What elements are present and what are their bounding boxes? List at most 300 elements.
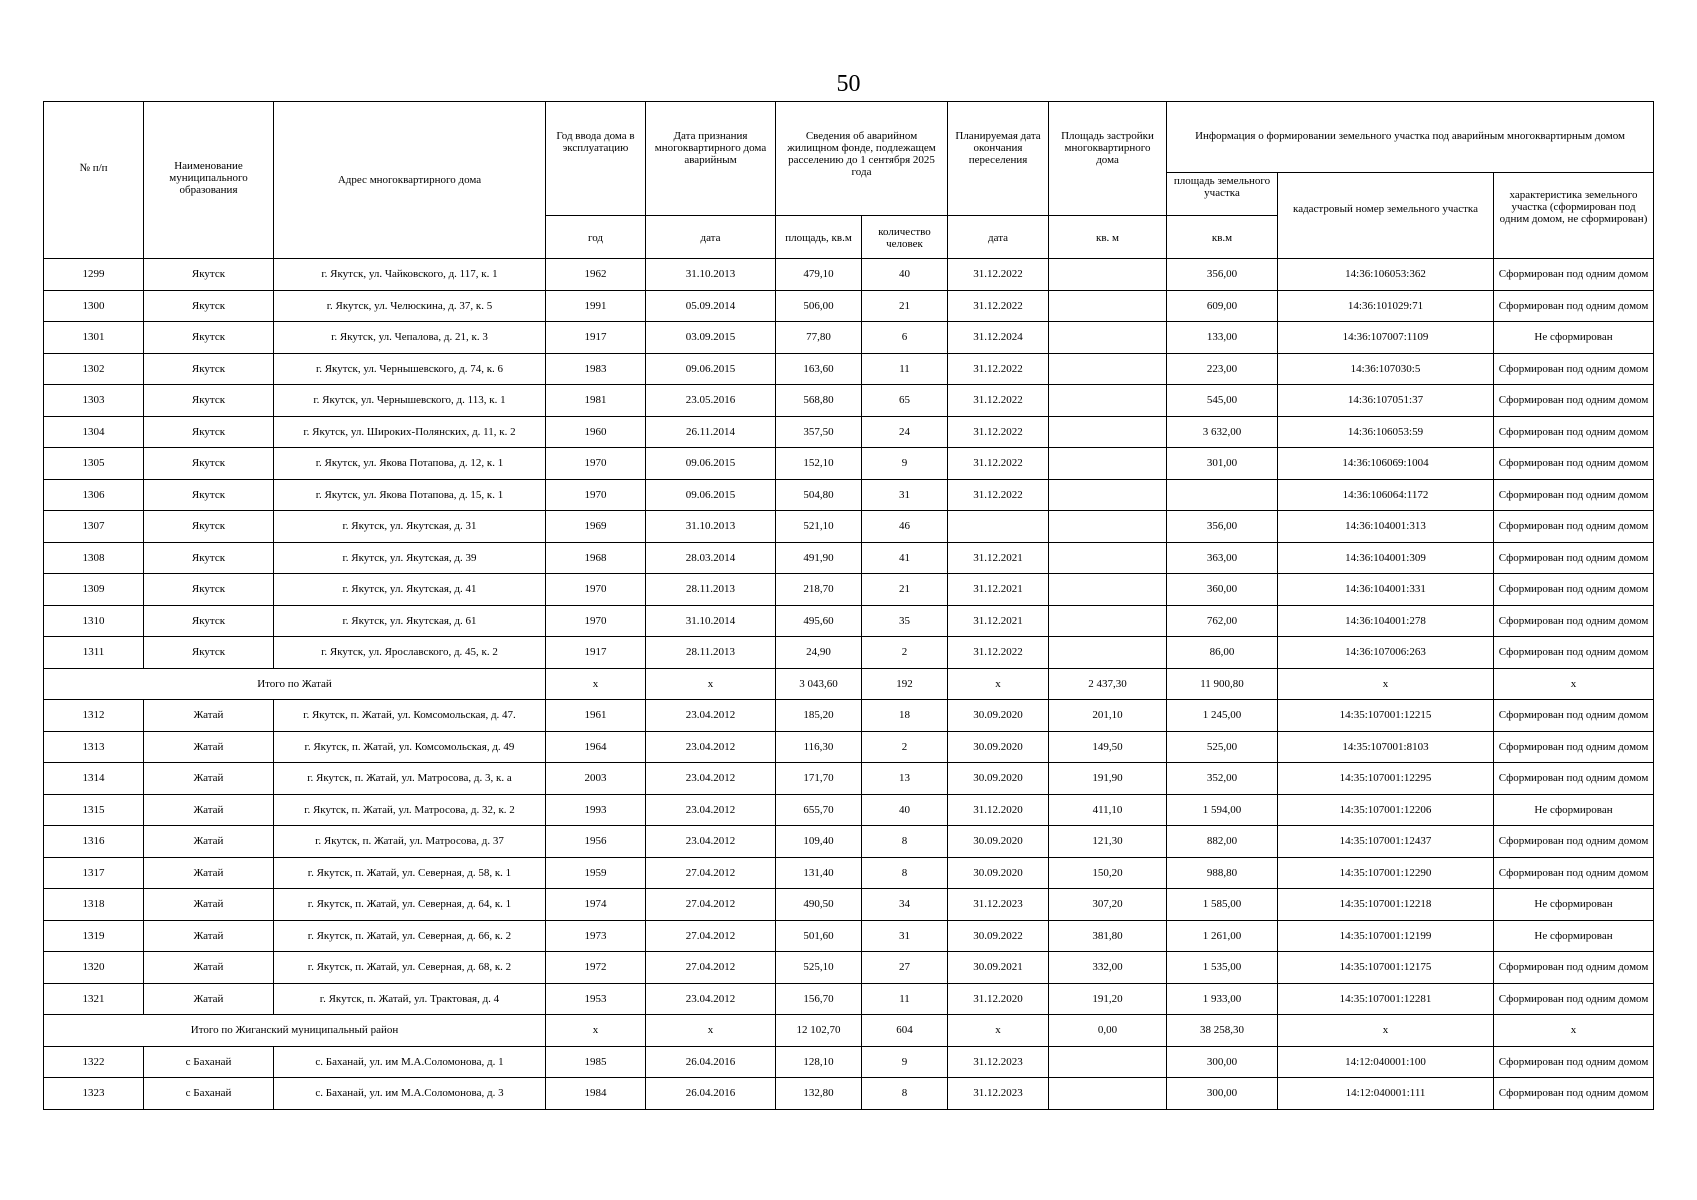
cell-planned-date: 30.09.2020: [948, 700, 1049, 732]
cell-area: 131,40: [776, 857, 862, 889]
cell-people: 24: [862, 416, 948, 448]
cell-cadastral: 14:35:107001:12295: [1278, 763, 1494, 795]
cell-num: 1304: [44, 416, 144, 448]
cell-planned-date: 31.12.2021: [948, 542, 1049, 574]
table-row: [44, 259, 1654, 291]
cell-land-status: Сформирован под одним домом: [1494, 763, 1654, 795]
cell-cadastral: 14:35:107001:12218: [1278, 889, 1494, 921]
cell-date-emergency: 23.05.2016: [646, 385, 776, 417]
table-row: [44, 1046, 1654, 1078]
cell-land-status: Сформирован под одним домом: [1494, 1078, 1654, 1110]
cell-area: 490,50: [776, 889, 862, 921]
cell-cadastral: 14:36:106064:1172: [1278, 479, 1494, 511]
cell-cadastral: 14:12:040001:111: [1278, 1078, 1494, 1110]
cell-address: г. Якутск, ул. Якутская, д. 39: [274, 542, 546, 574]
cell-num: 1310: [44, 605, 144, 637]
cell-land-status: Сформирован под одним домом: [1494, 605, 1654, 637]
cell-year-built: 1969: [546, 511, 646, 543]
cell-address: г. Якутск, п. Жатай, ул. Матросова, д. 32, к. 2: [274, 794, 546, 826]
cell-people: 8: [862, 857, 948, 889]
cell-planned-date: 30.09.2020: [948, 731, 1049, 763]
cell-building-area: [1049, 542, 1167, 574]
cell-year-built: 1984: [546, 1078, 646, 1110]
cell-land-status: Сформирован под одним домом: [1494, 574, 1654, 606]
cell-municipality: Жатай: [144, 983, 274, 1015]
table-row: [44, 511, 1654, 543]
cell-cadastral: 14:36:106069:1004: [1278, 448, 1494, 480]
table-row: [44, 889, 1654, 921]
cell-address: г. Якутск, ул. Якутская, д. 61: [274, 605, 546, 637]
cell-building-area: [1049, 448, 1167, 480]
cell-date-emergency: 23.04.2012: [646, 983, 776, 1015]
cell-building-area: [1049, 259, 1167, 291]
cell-building-area: 307,20: [1049, 889, 1167, 921]
cell-planned-date: 31.12.2022: [948, 448, 1049, 480]
cell-land-status: Не сформирован: [1494, 794, 1654, 826]
table-row: [44, 857, 1654, 889]
cell-num: 1322: [44, 1046, 144, 1078]
cell-year-built: 1974: [546, 889, 646, 921]
cell-building-area: 2 437,30: [1049, 668, 1167, 700]
cell-date-emergency: 28.03.2014: [646, 542, 776, 574]
cell-building-area: 121,30: [1049, 826, 1167, 858]
cell-year-built: 1970: [546, 448, 646, 480]
cell-date-emergency: х: [646, 668, 776, 700]
cell-planned-date: 30.09.2022: [948, 920, 1049, 952]
cell-municipality: Якутск: [144, 416, 274, 448]
cell-year-built: 1956: [546, 826, 646, 858]
cell-people: 35: [862, 605, 948, 637]
cell-num: 1300: [44, 290, 144, 322]
cell-building-area: [1049, 353, 1167, 385]
cell-cadastral: 14:12:040001:100: [1278, 1046, 1494, 1078]
total-label: Итого по Жиганский муниципальный район: [44, 1015, 546, 1047]
cell-address: г. Якутск, ул. Челюскина, д. 37, к. 5: [274, 290, 546, 322]
cell-address: г. Якутск, ул. Чернышевского, д. 113, к. 1: [274, 385, 546, 417]
cell-num: 1301: [44, 322, 144, 354]
cell-building-area: [1049, 416, 1167, 448]
cell-people: 18: [862, 700, 948, 732]
cell-year-built: 1961: [546, 700, 646, 732]
cell-municipality: Жатай: [144, 920, 274, 952]
cell-address: г. Якутск, п. Жатай, ул. Трактовая, д. 4: [274, 983, 546, 1015]
cell-land-area: 525,00: [1167, 731, 1278, 763]
cell-land-status: Сформирован под одним домом: [1494, 259, 1654, 291]
cell-planned-date: 31.12.2021: [948, 574, 1049, 606]
cell-land-status: Сформирован под одним домом: [1494, 700, 1654, 732]
cell-people: 46: [862, 511, 948, 543]
table-row: [44, 322, 1654, 354]
cell-land-area: 545,00: [1167, 385, 1278, 417]
cell-year-built: 2003: [546, 763, 646, 795]
cell-municipality: Якутск: [144, 259, 274, 291]
cell-area: 501,60: [776, 920, 862, 952]
cell-municipality: Якутск: [144, 479, 274, 511]
cell-area: 12 102,70: [776, 1015, 862, 1047]
cell-address: г. Якутск, п. Жатай, ул. Матросова, д. 3, к. а: [274, 763, 546, 795]
cell-land-status: Не сформирован: [1494, 322, 1654, 354]
cell-num: 1303: [44, 385, 144, 417]
unit-date-planned: дата: [948, 216, 1049, 259]
total-row: [44, 668, 1654, 700]
cell-land-area: 356,00: [1167, 259, 1278, 291]
cell-cadastral: 14:36:101029:71: [1278, 290, 1494, 322]
cell-planned-date: 30.09.2020: [948, 857, 1049, 889]
cell-area: 521,10: [776, 511, 862, 543]
cell-building-area: [1049, 574, 1167, 606]
cell-people: 41: [862, 542, 948, 574]
cell-building-area: 0,00: [1049, 1015, 1167, 1047]
cell-year-built: 1983: [546, 353, 646, 385]
cell-address: г. Якутск, ул. Чернышевского, д. 74, к. 6: [274, 353, 546, 385]
cell-land-status: Сформирован под одним домом: [1494, 416, 1654, 448]
cell-land-area: 352,00: [1167, 763, 1278, 795]
header-date-emergency: Дата признания многоквартирного дома аварийным: [646, 102, 776, 216]
cell-year-built: 1960: [546, 416, 646, 448]
cell-cadastral: 14:35:107001:12175: [1278, 952, 1494, 984]
cell-area: 116,30: [776, 731, 862, 763]
cell-num: 1323: [44, 1078, 144, 1110]
cell-area: 655,70: [776, 794, 862, 826]
cell-people: 6: [862, 322, 948, 354]
cell-planned-date: 31.12.2022: [948, 290, 1049, 322]
cell-municipality: Якутск: [144, 290, 274, 322]
cell-date-emergency: 23.04.2012: [646, 794, 776, 826]
cell-cadastral: 14:35:107001:12199: [1278, 920, 1494, 952]
cell-year-built: 1970: [546, 574, 646, 606]
cell-land-area: 1 535,00: [1167, 952, 1278, 984]
header-municipality: Наименование муниципального образования: [144, 102, 274, 259]
cell-planned-date: 31.12.2020: [948, 983, 1049, 1015]
cell-people: 11: [862, 353, 948, 385]
cell-land-status: Сформирован под одним домом: [1494, 479, 1654, 511]
cell-year-built: 1985: [546, 1046, 646, 1078]
cell-address: г. Якутск, п. Жатай, ул. Комсомольская, д. 49: [274, 731, 546, 763]
header-year-built: Год ввода дома в эксплуатацию: [546, 102, 646, 216]
cell-land-area: 1 261,00: [1167, 920, 1278, 952]
cell-people: 2: [862, 637, 948, 669]
cell-area: 568,80: [776, 385, 862, 417]
cell-address: г. Якутск, п. Жатай, ул. Северная, д. 68, к. 2: [274, 952, 546, 984]
cell-num: 1313: [44, 731, 144, 763]
cell-date-emergency: 23.04.2012: [646, 826, 776, 858]
cell-building-area: 411,10: [1049, 794, 1167, 826]
cell-building-area: [1049, 605, 1167, 637]
cell-year-built: 1993: [546, 794, 646, 826]
cell-date-emergency: 27.04.2012: [646, 920, 776, 952]
cell-area: 24,90: [776, 637, 862, 669]
cell-planned-date: 31.12.2022: [948, 259, 1049, 291]
cell-municipality: с Баханай: [144, 1078, 274, 1110]
cell-num: 1315: [44, 794, 144, 826]
cell-municipality: Якутск: [144, 605, 274, 637]
cell-address: г. Якутск, ул. Чайковского, д. 117, к. 1: [274, 259, 546, 291]
cell-address: г. Якутск, ул. Якутская, д. 31: [274, 511, 546, 543]
cell-cadastral: 14:36:104001:313: [1278, 511, 1494, 543]
emergency-housing-table: [43, 101, 1654, 1110]
cell-people: 2: [862, 731, 948, 763]
cell-land-status: Сформирован под одним домом: [1494, 448, 1654, 480]
cell-area: 506,00: [776, 290, 862, 322]
cell-cadastral: 14:36:107007:1109: [1278, 322, 1494, 354]
cell-area: 504,80: [776, 479, 862, 511]
cell-land-area: 882,00: [1167, 826, 1278, 858]
cell-land-status: Сформирован под одним домом: [1494, 1046, 1654, 1078]
table-row: [44, 353, 1654, 385]
table-row: [44, 1078, 1654, 1110]
total-row: [44, 1015, 1654, 1047]
cell-municipality: Якутск: [144, 637, 274, 669]
cell-building-area: [1049, 322, 1167, 354]
header-land-area: площадь земельного участка: [1167, 173, 1278, 216]
unit-sqm-building: кв. м: [1049, 216, 1167, 259]
cell-planned-date: 30.09.2020: [948, 763, 1049, 795]
cell-year-built: 1972: [546, 952, 646, 984]
cell-area: 171,70: [776, 763, 862, 795]
cell-people: 192: [862, 668, 948, 700]
header-num: № п/п: [44, 102, 144, 259]
cell-num: 1312: [44, 700, 144, 732]
cell-year-built: 1973: [546, 920, 646, 952]
cell-address: г. Якутск, п. Жатай, ул. Северная, д. 66, к. 2: [274, 920, 546, 952]
cell-land-area: [1167, 479, 1278, 511]
cell-municipality: Якутск: [144, 353, 274, 385]
cell-year-built: 1962: [546, 259, 646, 291]
cell-area: 479,10: [776, 259, 862, 291]
cell-building-area: [1049, 479, 1167, 511]
cell-date-emergency: 23.04.2012: [646, 731, 776, 763]
cell-year-built: 1970: [546, 479, 646, 511]
cell-building-area: 332,00: [1049, 952, 1167, 984]
cell-cadastral: 14:36:104001:309: [1278, 542, 1494, 574]
cell-area: 132,80: [776, 1078, 862, 1110]
cell-num: 1320: [44, 952, 144, 984]
cell-cadastral: 14:35:107001:12437: [1278, 826, 1494, 858]
cell-num: 1317: [44, 857, 144, 889]
cell-area: 525,10: [776, 952, 862, 984]
cell-date-emergency: 26.11.2014: [646, 416, 776, 448]
cell-land-status: Сформирован под одним домом: [1494, 731, 1654, 763]
cell-year-built: 1991: [546, 290, 646, 322]
cell-municipality: Якутск: [144, 511, 274, 543]
cell-year-built: 1953: [546, 983, 646, 1015]
cell-planned-date: х: [948, 1015, 1049, 1047]
table-row: [44, 448, 1654, 480]
cell-land-area: 363,00: [1167, 542, 1278, 574]
header-emergency-info: Сведения об аварийном жилищном фонде, подлежащем расселению до 1 сентября 2025 года: [776, 102, 948, 216]
cell-people: 40: [862, 259, 948, 291]
cell-people: 31: [862, 920, 948, 952]
cell-year-built: 1959: [546, 857, 646, 889]
cell-land-status: х: [1494, 1015, 1654, 1047]
table-row: [44, 731, 1654, 763]
unit-area: площадь, кв.м: [776, 216, 862, 259]
cell-area: 163,60: [776, 353, 862, 385]
table-row: [44, 794, 1654, 826]
cell-cadastral: 14:36:107030:5: [1278, 353, 1494, 385]
cell-address: г. Якутск, п. Жатай, ул. Северная, д. 58, к. 1: [274, 857, 546, 889]
header-land-status: характеристика земельного участка (сформирован под одним домом, не сформирован): [1494, 173, 1654, 259]
cell-date-emergency: 31.10.2013: [646, 511, 776, 543]
cell-building-area: 191,90: [1049, 763, 1167, 795]
table-row: [44, 479, 1654, 511]
cell-year-built: 1968: [546, 542, 646, 574]
cell-building-area: 191,20: [1049, 983, 1167, 1015]
cell-area: 185,20: [776, 700, 862, 732]
cell-planned-date: х: [948, 668, 1049, 700]
cell-planned-date: 31.12.2024: [948, 322, 1049, 354]
cell-planned-date: 31.12.2021: [948, 605, 1049, 637]
table-row: [44, 920, 1654, 952]
cell-people: 13: [862, 763, 948, 795]
cell-people: 31: [862, 479, 948, 511]
cell-num: 1302: [44, 353, 144, 385]
cell-num: 1319: [44, 920, 144, 952]
cell-cadastral: 14:36:107051:37: [1278, 385, 1494, 417]
cell-people: 9: [862, 448, 948, 480]
cell-land-status: Сформирован под одним домом: [1494, 826, 1654, 858]
cell-land-area: 300,00: [1167, 1078, 1278, 1110]
cell-date-emergency: 31.10.2013: [646, 259, 776, 291]
table-row: [44, 763, 1654, 795]
cell-planned-date: 31.12.2022: [948, 353, 1049, 385]
table-body: [44, 259, 1654, 1110]
cell-date-emergency: 28.11.2013: [646, 574, 776, 606]
cell-cadastral: 14:35:107001:12206: [1278, 794, 1494, 826]
cell-building-area: 381,80: [1049, 920, 1167, 952]
cell-planned-date: [948, 511, 1049, 543]
cell-land-status: Сформирован под одним домом: [1494, 290, 1654, 322]
cell-address: г. Якутск, ул. Чепалова, д. 21, к. 3: [274, 322, 546, 354]
cell-date-emergency: 09.06.2015: [646, 448, 776, 480]
cell-land-status: Сформирован под одним домом: [1494, 511, 1654, 543]
cell-land-area: 86,00: [1167, 637, 1278, 669]
cell-municipality: с Баханай: [144, 1046, 274, 1078]
cell-municipality: Якутск: [144, 542, 274, 574]
cell-planned-date: 31.12.2022: [948, 385, 1049, 417]
cell-people: 9: [862, 1046, 948, 1078]
cell-building-area: [1049, 385, 1167, 417]
cell-municipality: Якутск: [144, 574, 274, 606]
cell-people: 40: [862, 794, 948, 826]
cell-building-area: [1049, 1078, 1167, 1110]
cell-address: г. Якутск, п. Жатай, ул. Матросова, д. 37: [274, 826, 546, 858]
cell-cadastral: 14:36:107006:263: [1278, 637, 1494, 669]
cell-cadastral: х: [1278, 668, 1494, 700]
cell-num: 1306: [44, 479, 144, 511]
cell-land-area: 133,00: [1167, 322, 1278, 354]
cell-cadastral: 14:35:107001:12290: [1278, 857, 1494, 889]
cell-area: 491,90: [776, 542, 862, 574]
cell-planned-date: 30.09.2021: [948, 952, 1049, 984]
cell-land-status: Не сформирован: [1494, 920, 1654, 952]
unit-people: количество человек: [862, 216, 948, 259]
cell-year-built: 1981: [546, 385, 646, 417]
cell-planned-date: 31.12.2022: [948, 479, 1049, 511]
cell-year-built: 1917: [546, 322, 646, 354]
cell-building-area: [1049, 511, 1167, 543]
table-row: [44, 983, 1654, 1015]
cell-people: 34: [862, 889, 948, 921]
cell-num: 1311: [44, 637, 144, 669]
cell-num: 1308: [44, 542, 144, 574]
cell-land-status: х: [1494, 668, 1654, 700]
table-row: [44, 700, 1654, 732]
table-header: [44, 102, 1654, 259]
cell-people: 27: [862, 952, 948, 984]
header-address: Адрес многоквартирного дома: [274, 102, 546, 259]
cell-date-emergency: 09.06.2015: [646, 353, 776, 385]
header-planned-date: Планируемая дата окончания переселения: [948, 102, 1049, 216]
cell-area: 357,50: [776, 416, 862, 448]
cell-address: г. Якутск, ул. Якова Потапова, д. 15, к. 1: [274, 479, 546, 511]
cell-cadastral: 14:35:107001:12215: [1278, 700, 1494, 732]
cell-land-area: 301,00: [1167, 448, 1278, 480]
cell-address: с. Баханай, ул. им М.А.Соломонова, д. 3: [274, 1078, 546, 1110]
cell-year-built: 1970: [546, 605, 646, 637]
cell-land-area: 360,00: [1167, 574, 1278, 606]
cell-address: г. Якутск, ул. Якова Потапова, д. 12, к. 1: [274, 448, 546, 480]
header-building-area: Площадь застройки многоквартирного дома: [1049, 102, 1167, 216]
table-row: [44, 290, 1654, 322]
cell-area: 128,10: [776, 1046, 862, 1078]
cell-land-status: Не сформирован: [1494, 889, 1654, 921]
cell-num: 1305: [44, 448, 144, 480]
cell-num: 1299: [44, 259, 144, 291]
cell-date-emergency: х: [646, 1015, 776, 1047]
total-label: Итого по Жатай: [44, 668, 546, 700]
cell-municipality: Якутск: [144, 322, 274, 354]
cell-building-area: 150,20: [1049, 857, 1167, 889]
unit-year: год: [546, 216, 646, 259]
cell-building-area: 201,10: [1049, 700, 1167, 732]
cell-area: 77,80: [776, 322, 862, 354]
cell-num: 1321: [44, 983, 144, 1015]
page-number: 50: [836, 71, 861, 97]
table-row: [44, 826, 1654, 858]
cell-num: 1318: [44, 889, 144, 921]
cell-date-emergency: 23.04.2012: [646, 700, 776, 732]
table-row: [44, 952, 1654, 984]
cell-people: 21: [862, 574, 948, 606]
cell-land-area: 300,00: [1167, 1046, 1278, 1078]
cell-date-emergency: 26.04.2016: [646, 1078, 776, 1110]
cell-building-area: [1049, 1046, 1167, 1078]
cell-municipality: Жатай: [144, 700, 274, 732]
cell-cadastral: 14:36:104001:331: [1278, 574, 1494, 606]
cell-planned-date: 31.12.2022: [948, 416, 1049, 448]
cell-land-area: 1 594,00: [1167, 794, 1278, 826]
cell-land-area: 38 258,30: [1167, 1015, 1278, 1047]
cell-land-status: Сформирован под одним домом: [1494, 983, 1654, 1015]
cell-date-emergency: 09.06.2015: [646, 479, 776, 511]
cell-people: 21: [862, 290, 948, 322]
cell-date-emergency: 27.04.2012: [646, 889, 776, 921]
unit-date: дата: [646, 216, 776, 259]
cell-num: 1316: [44, 826, 144, 858]
cell-cadastral: 14:35:107001:12281: [1278, 983, 1494, 1015]
cell-date-emergency: 28.11.2013: [646, 637, 776, 669]
cell-people: 11: [862, 983, 948, 1015]
cell-cadastral: 14:36:106053:59: [1278, 416, 1494, 448]
cell-date-emergency: 31.10.2014: [646, 605, 776, 637]
cell-land-status: Сформирован под одним домом: [1494, 353, 1654, 385]
cell-date-emergency: 26.04.2016: [646, 1046, 776, 1078]
cell-num: 1307: [44, 511, 144, 543]
cell-municipality: Якутск: [144, 448, 274, 480]
cell-land-area: 356,00: [1167, 511, 1278, 543]
cell-building-area: [1049, 637, 1167, 669]
